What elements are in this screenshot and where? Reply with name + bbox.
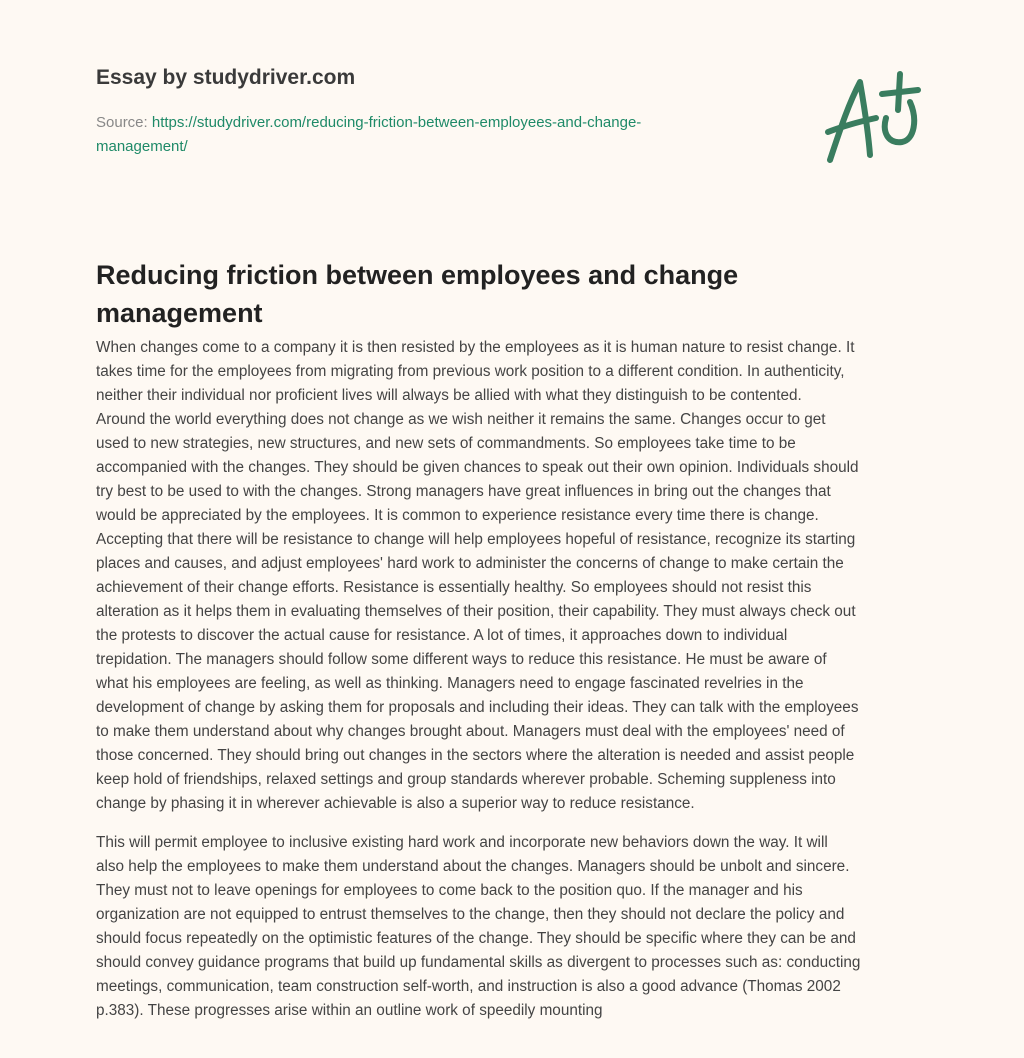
paragraph-line: alteration as it helps them in evaluating themselves of their position, their capability. They must always check out	[96, 603, 856, 620]
paragraph-line: accompanied with the changes. They should be given chances to speak out their own opinion. Individuals should	[96, 459, 859, 476]
paragraph-line: trepidation. The managers should follow some different ways to reduce this resistance. He must be aware of	[96, 651, 827, 668]
paragraph-line: Accepting that there will be resistance to change will help employees hopeful of resistance, recognize its starting	[96, 531, 856, 548]
paragraph-line: try best to be used to with the changes. Strong managers have great influences in bring out the changes that	[96, 483, 831, 500]
paragraph-line: This will permit employee to inclusive existing hard work and incorporate new behaviors down the way. It will	[96, 834, 828, 851]
paragraph-line: the protests to discover the actual cause for resistance. A lot of times, it approaches down to individual	[96, 627, 788, 644]
a-plus-logo-icon	[818, 70, 928, 165]
paragraph-line: achievement of their change efforts. Resistance is essentially healthy. So employees should not resist this	[96, 579, 812, 596]
paragraph-line: should convey guidance programs that build up fundamental skills as divergent to processes such as: conducting	[96, 954, 861, 971]
paragraph-line: would be appreciated by the employees. It is common to experience resistance every time there is change.	[96, 507, 819, 524]
paragraph-line: change by phasing it in wherever achievable is also a superior way to reduce resistance.	[96, 795, 695, 812]
source-link[interactable]	[96, 114, 641, 155]
paragraph-line: to make them understand about why changes brought about. Managers must deal with the employees' need of	[96, 723, 845, 740]
paragraph-line: They must not to leave openings for employees to come back to the position quo. If the manager and his	[96, 882, 803, 899]
paragraph-line: neither their individual nor proficient lives will always be allied with what they distinguish to be contented.	[96, 387, 802, 404]
essay-title: Reducing friction between employees and change management	[96, 260, 739, 328]
paragraph-line: used to new strategies, new structures, and new sets of commandments. So employees take time to be	[96, 435, 796, 452]
paragraph-line: what his employees are feeling, as well as thinking. Managers need to engage fascinated revelries in the	[96, 675, 804, 692]
paragraph-line: organization are not equipped to entrust themselves to the change, then they should not declare the policy and	[96, 906, 845, 923]
paragraph-line: development of change by asking them for proposals and including their ideas. They can talk with the employees	[96, 699, 859, 716]
source-link-line1: https://studydriver.com/reducing-friction-between-employees-and-change-	[151, 114, 642, 131]
paragraph-line: p.383). These progresses arise within an outline work of speedily mounting	[96, 1002, 603, 1019]
source-line	[96, 111, 736, 159]
source-label: Source:	[96, 114, 152, 131]
paragraph-line: keep hold of friendships, relaxed settings and group standards wherever probable. Scheming suppleness into	[96, 771, 836, 788]
essay-body	[96, 336, 936, 1038]
paragraph-2	[96, 831, 936, 1023]
paragraph-line: Around the world everything does not change as we wish neither it remains the same. Changes occur to get	[96, 411, 826, 428]
site-brand: Essay by studydriver.com	[96, 66, 356, 89]
paragraph-line: takes time for the employees from migrating from previous work position to a different condition. In authenticity,	[96, 363, 845, 380]
paragraph-line: meetings, communication, team construction self-worth, and instruction is also a good advance (Thomas 2002	[96, 978, 841, 995]
paragraph-1	[96, 336, 936, 816]
paragraph-line: When changes come to a company it is then resisted by the employees as it is human nature to resist change. It	[96, 339, 855, 356]
paragraph-line: places and causes, and adjust employees' hard work to administer the concerns of change to make certain the	[96, 555, 844, 572]
paragraph-line: those concerned. They should bring out changes in the sectors where the alteration is needed and assist people	[96, 747, 855, 764]
paragraph-line: should focus repeatedly on the optimistic features of the change. They should be specific where they can be and	[96, 930, 856, 947]
source-link-line2: management/	[96, 138, 188, 155]
paragraph-line: also help the employees to make them understand about the changes. Managers should be unbolt and sincere.	[96, 858, 850, 875]
